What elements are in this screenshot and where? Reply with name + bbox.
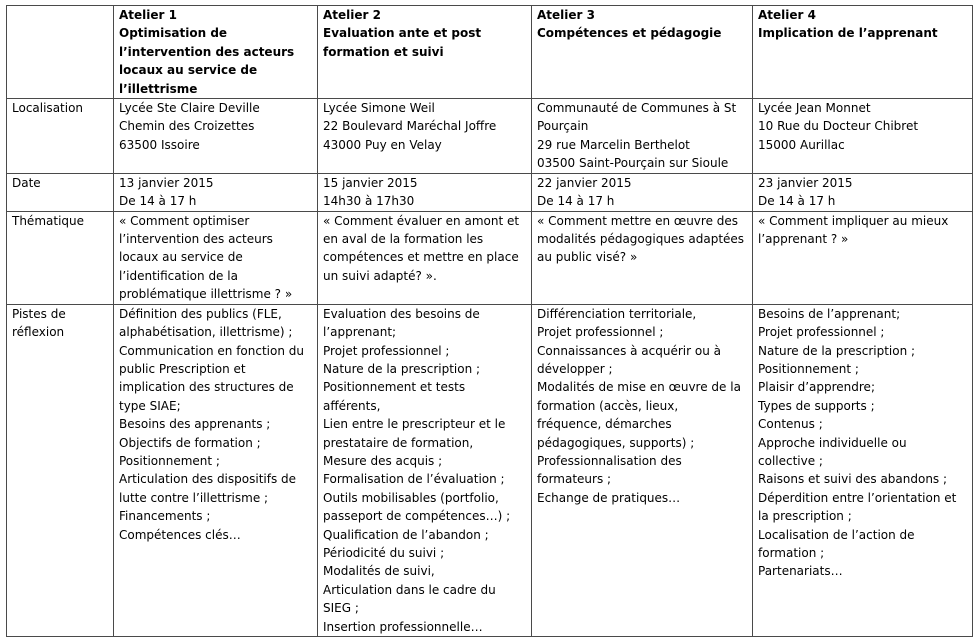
piste-item: Lien entre le prescripteur et le prestataire de formation, bbox=[323, 417, 506, 450]
piste-item: Nature de la prescription ; bbox=[323, 361, 481, 376]
address-line: Lycée Simone Weil bbox=[323, 101, 435, 116]
date-line: 23 janvier 2015 bbox=[758, 175, 853, 190]
thematique-text: « Comment mettre en œuvre des modalités pédagogiques adaptées au public visé? » bbox=[537, 213, 745, 265]
time-line: De 14 à 17 h bbox=[537, 194, 615, 209]
atelier-title: Atelier 4 bbox=[758, 8, 816, 22]
header-row bbox=[7, 6, 973, 99]
piste-item: Professionnalisation des formateurs ; bbox=[537, 453, 682, 487]
piste-item: Compétences clés… bbox=[119, 527, 241, 542]
piste-item: Projet professionnel ; bbox=[323, 343, 450, 358]
piste-item: Nature de la prescription ; bbox=[758, 343, 916, 358]
address-line: Lycée Ste Claire Deville bbox=[119, 101, 260, 116]
thematique-text: « Comment impliquer au mieux l’apprenant ? » bbox=[758, 213, 949, 247]
piste-item: Déperdition entre l’orientation et la prescription ; bbox=[758, 490, 957, 524]
piste-item: Modalités de mise en œuvre de la formation (accès, lieux, fréquence, démarches pédagogiques, supports) ; bbox=[537, 380, 741, 450]
localisation-cell bbox=[532, 99, 753, 174]
date-line: 13 janvier 2015 bbox=[119, 175, 214, 190]
date-cell bbox=[318, 173, 532, 211]
piste-item: Localisation de l’action de formation ; bbox=[758, 527, 915, 560]
piste-item: Positionnement ; bbox=[758, 361, 859, 376]
date-cell bbox=[532, 173, 753, 211]
atelier-title: Atelier 1 bbox=[119, 8, 177, 22]
piste-item: Contenus ; bbox=[758, 417, 823, 432]
address-line: Communauté de Communes à St bbox=[537, 101, 737, 116]
date-line: 15 janvier 2015 bbox=[323, 175, 418, 190]
atelier-subtitle: Optimisation de l’intervention des acteurs locaux au service de l’illettrisme bbox=[119, 26, 295, 96]
localisation-row bbox=[7, 99, 973, 174]
pistes-list bbox=[758, 305, 966, 581]
address-line: Lycée Jean Monnet bbox=[758, 101, 871, 116]
piste-item: Articulation dans le cadre du SIEG ; bbox=[323, 582, 496, 616]
piste-item: Approche individuelle ou collective ; bbox=[758, 435, 907, 468]
ateliers-table bbox=[6, 5, 973, 637]
address-line: 43000 Puy en Velay bbox=[323, 137, 442, 152]
thematique-cell bbox=[532, 211, 753, 304]
thematique-text: « Comment optimiser l’intervention des acteurs locaux au service de l’identification de la problématique illettrisme ? » bbox=[119, 213, 293, 302]
row-label-thematique: Thématique bbox=[7, 211, 114, 304]
atelier-3-header bbox=[532, 6, 753, 99]
piste-item: Différenciation territoriale, bbox=[537, 306, 697, 321]
piste-item: Qualification de l’abandon ; bbox=[323, 527, 489, 542]
thematique-cell bbox=[114, 211, 318, 304]
piste-item: Communication en fonction du public Prescription et implication des structures de type SIAE; bbox=[119, 343, 304, 413]
address-line: 10 Rue du Docteur Chibret bbox=[758, 119, 919, 134]
time-line: De 14 à 17 h bbox=[119, 194, 197, 209]
row-label-pistes: Pistes de réflexion bbox=[7, 304, 114, 636]
atelier-4-header bbox=[753, 6, 973, 99]
date-cell bbox=[753, 173, 973, 211]
corner-cell bbox=[7, 6, 114, 99]
address-line: 22 Boulevard Maréchal Joffre bbox=[323, 119, 497, 134]
pistes-row bbox=[7, 304, 973, 636]
pistes-list bbox=[119, 305, 311, 544]
row-label-localisation: Localisation bbox=[7, 99, 114, 174]
pistes-list bbox=[537, 305, 746, 507]
thematique-cell bbox=[318, 211, 532, 304]
piste-item: Partenariats… bbox=[758, 564, 843, 579]
piste-item: Raisons et suivi des abandons ; bbox=[758, 472, 948, 487]
piste-item: Positionnement ; bbox=[119, 453, 220, 468]
piste-item: Besoins de l’apprenant; bbox=[758, 306, 901, 321]
piste-item: Besoins des apprenants ; bbox=[119, 417, 271, 432]
pistes-list bbox=[323, 305, 525, 636]
piste-item: Plaisir d’apprendre; bbox=[758, 380, 875, 395]
piste-item: Périodicité du suivi ; bbox=[323, 545, 445, 560]
date-cell bbox=[114, 173, 318, 211]
piste-item: Objectifs de formation ; bbox=[119, 435, 261, 450]
address-line: 15000 Aurillac bbox=[758, 137, 845, 152]
atelier-title: Atelier 2 bbox=[323, 8, 381, 22]
localisation-cell bbox=[318, 99, 532, 174]
thematique-row bbox=[7, 211, 973, 304]
piste-item: Mesure des acquis ; bbox=[323, 453, 443, 468]
piste-item: Projet professionnel ; bbox=[758, 325, 885, 340]
piste-item: Financements ; bbox=[119, 509, 211, 524]
pistes-cell bbox=[753, 304, 973, 636]
atelier-subtitle: Implication de l’apprenant bbox=[758, 26, 938, 41]
atelier-1-header bbox=[114, 6, 318, 99]
piste-item: Modalités de suivi, bbox=[323, 564, 435, 579]
thematique-text: « Comment évaluer en amont et en aval de la formation les compétences et mettre en place un suivi adapté? ». bbox=[323, 213, 520, 283]
piste-item: Articulation des dispositifs de lutte contre l’illettrisme ; bbox=[119, 472, 297, 505]
time-line: 14h30 à 17h30 bbox=[323, 194, 415, 209]
localisation-cell bbox=[114, 99, 318, 174]
piste-item: Insertion professionnelle… bbox=[323, 619, 483, 634]
row-label-date: Date bbox=[7, 173, 114, 211]
piste-item: Définition des publics (FLE, alphabétisation, illettrisme) ; bbox=[119, 306, 293, 340]
date-line: 22 janvier 2015 bbox=[537, 175, 632, 190]
address-line: Chemin des Croizettes bbox=[119, 119, 255, 134]
piste-item: Types de supports ; bbox=[758, 398, 875, 413]
pistes-cell bbox=[532, 304, 753, 636]
piste-item: Projet professionnel ; bbox=[537, 325, 664, 340]
address-line: 03500 Saint-Pourçain sur Sioule bbox=[537, 156, 729, 171]
pistes-cell bbox=[318, 304, 532, 636]
thematique-cell bbox=[753, 211, 973, 304]
piste-item: Outils mobilisables (portfolio, passeport de compétences…) ; bbox=[323, 490, 511, 524]
address-line: 29 rue Marcelin Berthelot bbox=[537, 137, 690, 152]
date-row bbox=[7, 173, 973, 211]
piste-item: Evaluation des besoins de l’apprenant; bbox=[323, 306, 480, 340]
atelier-2-header bbox=[318, 6, 532, 99]
piste-item: Positionnement et tests afférents, bbox=[323, 380, 466, 413]
address-line: 63500 Issoire bbox=[119, 137, 200, 152]
address-line: Pourçain bbox=[537, 119, 589, 134]
pistes-cell bbox=[114, 304, 318, 636]
piste-item: Formalisation de l’évaluation ; bbox=[323, 472, 505, 487]
time-line: De 14 à 17 h bbox=[758, 194, 836, 209]
atelier-subtitle: Evaluation ante et post formation et suivi bbox=[323, 26, 482, 59]
piste-item: Echange de pratiques… bbox=[537, 490, 681, 505]
atelier-title: Atelier 3 bbox=[537, 8, 595, 22]
piste-item: Connaissances à acquérir ou à développer ; bbox=[537, 343, 721, 376]
atelier-subtitle: Compétences et pédagogie bbox=[537, 26, 722, 41]
localisation-cell bbox=[753, 99, 973, 174]
